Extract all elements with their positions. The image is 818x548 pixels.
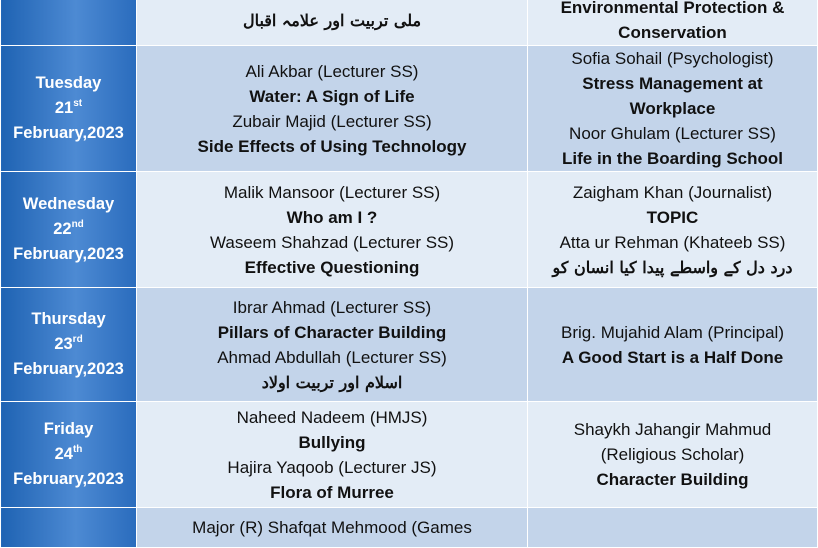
session-cell-a xyxy=(137,508,528,548)
speaker-name: Ibrar Ahmad (Lecturer SS) xyxy=(232,297,432,317)
weekday-label: Wednesday xyxy=(22,195,115,213)
session-topic: Conservation xyxy=(618,23,727,42)
month-year-label: February,2023 xyxy=(13,470,124,488)
speaker-name: Sofia Sohail (Psychologist) xyxy=(571,49,774,68)
weekday-label: Tuesday xyxy=(35,74,102,92)
date-label xyxy=(1,96,136,121)
date-label xyxy=(1,332,136,357)
speaker-name: Hajira Yaqoob (Lecturer JS) xyxy=(227,457,437,477)
speaker-name: Atta ur Rehman (Khateeb SS) xyxy=(559,232,786,252)
schedule-row xyxy=(1,508,818,548)
speaker-name: Brig. Mujahid Alam (Principal) xyxy=(561,322,784,342)
day-cell xyxy=(1,172,137,288)
session-topic: درد دل کے واسطے پیدا کیا انسان کو xyxy=(552,257,793,277)
speaker-name: Naheed Nadeem (HMJS) xyxy=(236,407,428,427)
date-number: 23 xyxy=(54,335,73,353)
session-topic: Life in the Boarding School xyxy=(562,149,783,168)
session-topic: ملی تربیت اور علامہ اقبال xyxy=(242,10,422,30)
schedule-row xyxy=(1,172,818,288)
date-suffix: th xyxy=(72,444,83,455)
date-suffix: st xyxy=(73,98,83,109)
month-year-label: February,2023 xyxy=(13,245,124,263)
month-year-label: February,2023 xyxy=(13,360,124,378)
speaker-name: (Religious Scholar) xyxy=(600,445,745,464)
session-cell-b xyxy=(528,288,818,402)
session-topic: A Good Start is a Half Done xyxy=(561,347,784,367)
session-topic: Character Building xyxy=(596,470,749,489)
day-cell xyxy=(1,0,137,46)
schedule-row xyxy=(1,402,818,508)
month-year-label: February,2023 xyxy=(13,124,124,142)
date-suffix: rd xyxy=(72,334,83,345)
speaker-name: Waseem Shahzad (Lecturer SS) xyxy=(209,232,455,252)
speaker-name: Shaykh Jahangir Mahmud xyxy=(573,420,772,439)
date-number: 24 xyxy=(54,445,73,463)
session-cell-b xyxy=(528,402,818,508)
date-suffix: nd xyxy=(71,219,84,230)
session-topic: Environmental Protection & xyxy=(560,0,785,17)
weekday-label: Friday xyxy=(43,420,94,438)
day-cell xyxy=(1,46,137,172)
day-cell xyxy=(1,288,137,402)
session-topic: اسلام اور تربیت اولاد xyxy=(261,372,403,392)
speaker-name: Ahmad Abdullah (Lecturer SS) xyxy=(217,347,447,367)
session-topic: Stress Management at xyxy=(582,74,763,93)
session-cell-a xyxy=(137,288,528,402)
date-number: 22 xyxy=(53,220,72,238)
date-number: 21 xyxy=(54,99,74,117)
weekday-label: Thursday xyxy=(31,310,106,328)
session-topic: Workplace xyxy=(629,99,716,118)
date-label xyxy=(1,442,136,467)
session-cell-a xyxy=(137,172,528,288)
schedule-row xyxy=(1,288,818,402)
session-cell-b xyxy=(528,172,818,288)
session-cell-b xyxy=(528,46,818,172)
session-cell-a xyxy=(137,46,528,172)
session-cell-b xyxy=(528,0,818,46)
session-cell-a xyxy=(137,0,528,46)
speaker-name: Noor Ghulam (Lecturer SS) xyxy=(569,124,776,143)
schedule-row xyxy=(1,0,818,46)
session-cell-b xyxy=(528,508,818,548)
schedule-row xyxy=(1,46,818,172)
speaker-name: Major (R) Shafqat Mehmood (Games xyxy=(192,518,472,537)
session-topic: Water: A Sign of Life xyxy=(249,86,415,106)
session-topic: TOPIC xyxy=(646,207,699,227)
session-cell-a xyxy=(137,402,528,508)
speaker-name: Zubair Majid (Lecturer SS) xyxy=(232,111,432,131)
session-topic: Who am I ? xyxy=(286,207,378,227)
day-cell xyxy=(1,402,137,508)
session-topic: Flora of Murree xyxy=(270,482,394,502)
speaker-name: Malik Mansoor (Lecturer SS) xyxy=(223,182,441,202)
schedule-body xyxy=(1,0,818,548)
speaker-name: Zaigham Khan (Journalist) xyxy=(572,182,773,202)
speaker-name: Ali Akbar (Lecturer SS) xyxy=(245,61,419,81)
session-topic: Effective Questioning xyxy=(244,257,420,277)
day-cell xyxy=(1,508,137,548)
session-topic: Side Effects of Using Technology xyxy=(197,136,467,156)
session-topic: Pillars of Character Building xyxy=(217,322,447,342)
date-label xyxy=(1,217,136,242)
session-topic: Bullying xyxy=(298,432,366,452)
